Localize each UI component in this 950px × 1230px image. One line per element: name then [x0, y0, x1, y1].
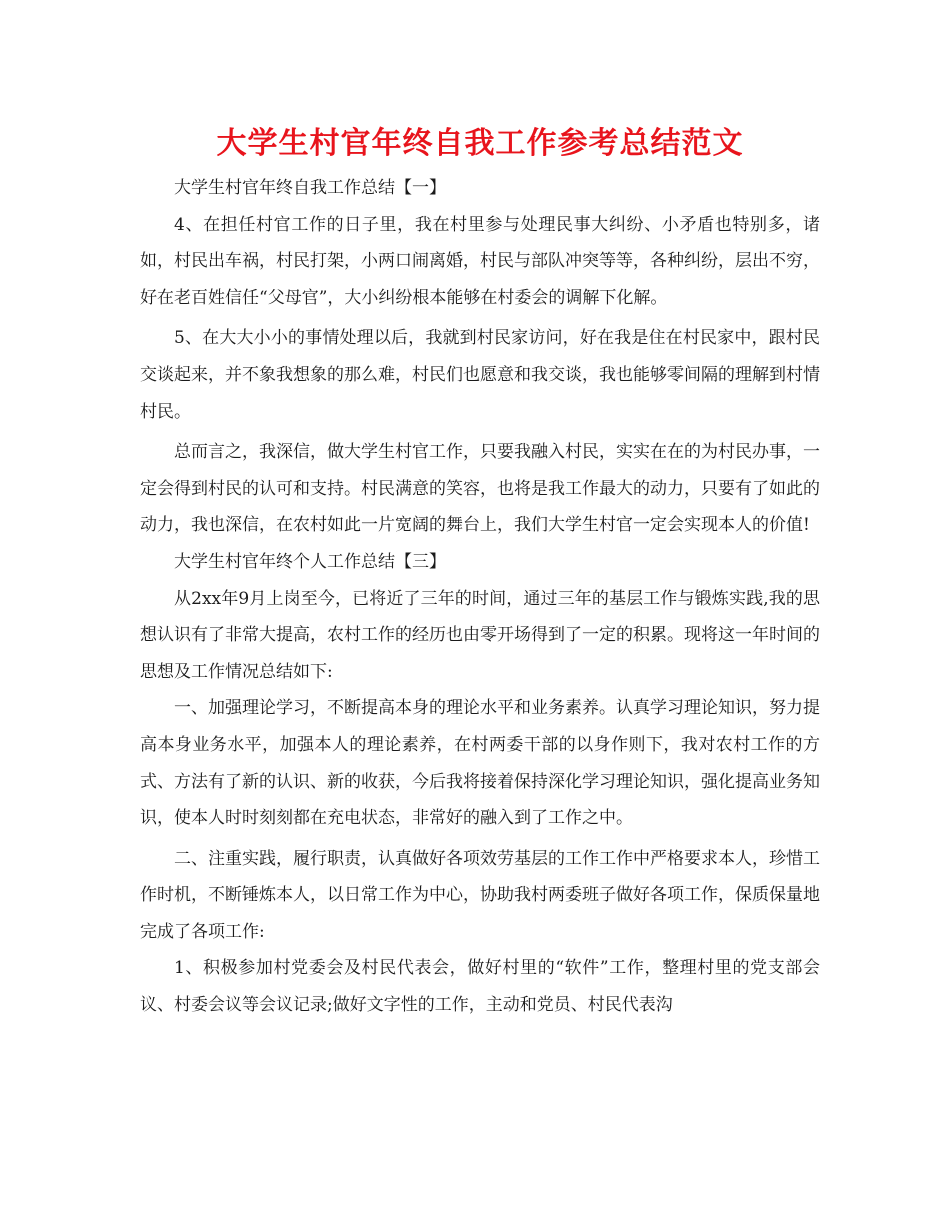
paragraph-conclusion: 总而言之，我深信，做大学生村官工作，只要我融入村民，实实在在的为村民办事，一定会得到村民的认可和支持。村民满意的笑容，也将是我工作最大的动力，只要有了如此的动力，我也深信，在农村如此一片宽阔的舞台上，我们大学生村官一定会实现本人的价值!: [140, 442, 820, 536]
paragraph-intro: 从2xx年9月上岗至今，已将近了三年的时间，通过三年的基层工作与锻炼实践,我的思想认识有了非常大提高，农村工作的经历也由零开场得到了一定的积累。现将这一年时间的思想及工作情况总结如下:: [140, 588, 820, 682]
paragraph-point-two: 二、注重实践，履行职责，认真做好各项效劳基层的工作工作中严格要求本人，珍惜工作时机，不断锤炼本人，以日常工作为中心，协助我村两委班子做好各项工作，保质保量地完成了各项工作:: [140, 848, 820, 942]
paragraph-item-5: 5、在大大小小的事情处理以后，我就到村民家访问，好在我是住在村民家中，跟村民交谈起来，并不象我想象的那么难，村民们也愿意和我交谈，我也能够零间隔的理解到村情村民。: [140, 328, 820, 422]
paragraph-subpoint-1: 1、积极参加村党委会及村民代表会，做好村里的“软件”工作，整理村里的党支部会议、村委会议等会议记录;做好文字性的工作，主动和党员、村民代表沟: [140, 958, 820, 1016]
paragraph-point-one: 一、加强理论学习，不断提高本身的理论水平和业务素养。认真学习理论知识，努力提高本身业务水平，加强本人的理论素养，在村两委干部的以身作则下，我对农村工作的方式、方法有了新的认识、新的收获，今后我将接着保持深化学习理论知识，强化提高业务知识，使本人时时刻刻都在充电状态，非常好的融入到了工作之中。: [140, 698, 820, 829]
section-heading-one: 大学生村官年终自我工作总结【一】: [174, 178, 446, 198]
document-title: 大学生村官年终自我工作参考总结范文: [216, 126, 744, 161]
paragraph-item-4: 4、在担任村官工作的日子里，我在村里参与处理民事大纠纷、小矛盾也特别多，诸如，村民出车祸，村民打架，小两口闹离婚，村民与部队冲突等等，各种纠纷，层出不穷，好在老百姓信任“父母官”，大小纠纷根本能够在村委会的调解下化解。: [140, 214, 820, 308]
section-heading-three: 大学生村官年终个人工作总结【三】: [174, 551, 446, 572]
document-page: [140, 118, 820, 1024]
